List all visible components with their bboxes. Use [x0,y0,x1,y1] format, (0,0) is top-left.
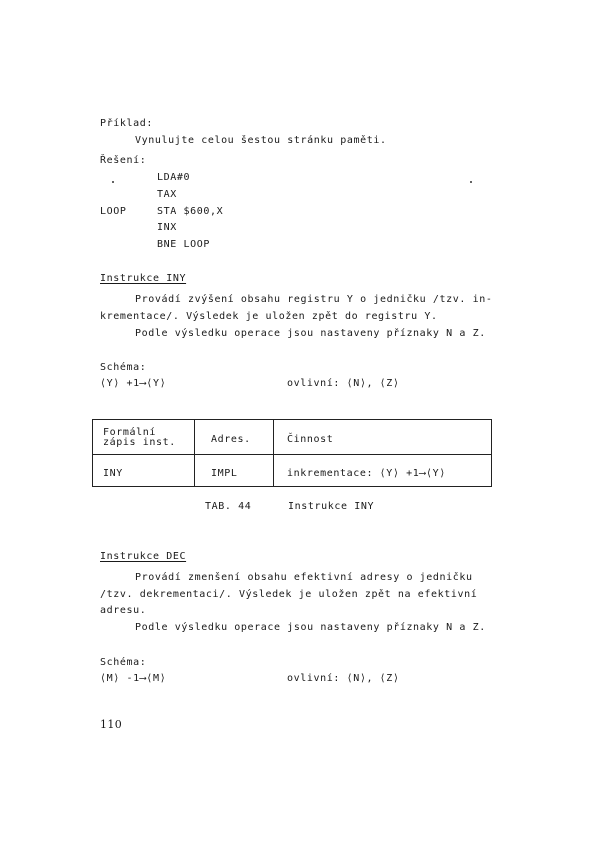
code-line: INX [157,222,177,233]
table-caption-title: Instrukce INY [288,501,375,512]
code-line: BNE LOOP [157,239,210,250]
dec-schema-formula: ⟨M⟩ -1⟶⟨M⟩ [100,673,167,684]
speck-mark [470,181,472,183]
iny-schema-label: Schéma: [100,362,147,373]
table-header-address: Adres. [211,434,251,445]
iny-paragraph-line: krementace/. Výsledek je uložen zpět do registru Y. [100,311,438,322]
iny-heading: Instrukce INY [100,273,187,284]
dec-paragraph-line: Provádí zmenšení obsahu efektivní adresy o jedničku [135,572,473,583]
table-header-activity: Činnost [287,434,334,445]
solution-heading: Řešení: [100,155,147,166]
table-cell-address: IMPL [211,468,238,479]
dec-heading: Instrukce DEC [100,551,187,562]
iny-schema-formula: ⟨Y⟩ +1⟶⟨Y⟩ [100,378,167,389]
page-number: 110 [100,718,123,731]
iny-affects: ovlivní: ⟨N⟩, ⟨Z⟩ [287,378,400,389]
code-line: STA $600,X [157,206,224,217]
table-header-formal: Formální zápis inst. [103,427,176,448]
speck-mark [112,181,114,183]
table-cell-instruction: INY [103,468,123,479]
iny-paragraph-line: Provádí zvýšení obsahu registru Y o jedničku /tzv. in- [135,294,493,305]
table-caption-number: TAB. 44 [205,501,252,512]
dec-paragraph-line: /tzv. dekrementaci/. Výsledek je uložen zpět na efektivní [100,589,478,600]
table-cell-activity: inkrementace: ⟨Y⟩ +1⟶⟨Y⟩ [287,468,446,479]
example-heading: Příklad: [100,118,153,129]
code-line: TAX [157,189,177,200]
code-line: LDA#0 [157,172,191,183]
dec-paragraph-line: adresu. [100,605,147,616]
instruction-table [92,419,492,487]
iny-paragraph-line: Podle výsledku operace jsou nastaveny příznaky N a Z. [135,328,486,339]
code-label: LOOP [100,206,127,217]
dec-schema-label: Schéma: [100,657,147,668]
example-task: Vynulujte celou šestou stránku paměti. [135,135,387,146]
dec-affects: ovlivní: ⟨N⟩, ⟨Z⟩ [287,673,400,684]
dec-paragraph-line: Podle výsledku operace jsou nastaveny příznaky N a Z. [135,622,486,633]
